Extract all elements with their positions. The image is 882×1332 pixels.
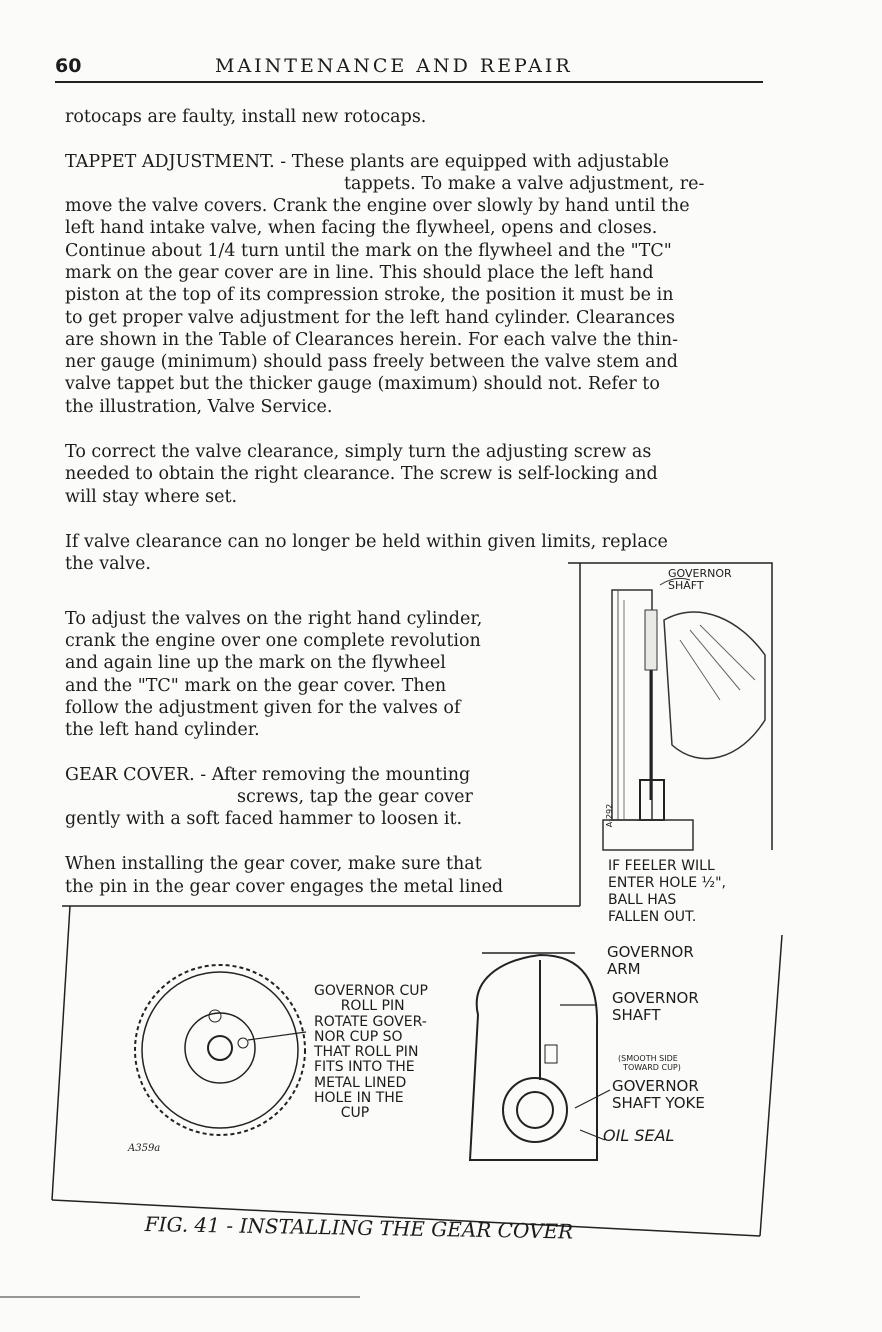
correct-line: will stay where set. (65, 487, 238, 507)
right-cyl-line: To adjust the valves on the right hand cylinder, (65, 609, 483, 629)
label-shaft-yoke: GOVERNOR SHAFT YOKE (612, 1077, 705, 1112)
figure-caption: FIG. 41 - INSTALLING THE GEAR COVER (144, 1212, 574, 1244)
tappet-line: tappets. To make a valve adjustment, re- (344, 174, 705, 194)
gear-cover-line: screws, tap the gear cover (237, 787, 473, 807)
tappet-line: are shown in the Table of Clearances herein. For each valve the thin- (65, 330, 679, 350)
tappet-line: mark on the gear cover are in line. This should place the left hand (65, 263, 654, 283)
gear-cover-illustration (470, 953, 610, 1160)
label-governor-cup: GOVERNOR CUP ROLL PIN ROTATE GOVER- NOR CUP SO THAT ROLL PIN FITS INTO THE METAL LINED HOLE IN THE CUP (314, 983, 428, 1122)
install-line: When installing the gear cover, make sure that (65, 854, 482, 874)
correct-line: needed to obtain the right clearance. The screw is self-locking and (65, 464, 658, 484)
figure-code: A359a (128, 1143, 161, 1154)
tappet-line: move the valve covers. Crank the engine over slowly by hand until the (65, 196, 690, 216)
label-governor-shaft-inset: GOVERNOR SHAFT (668, 567, 732, 592)
limits-line: the valve. (65, 554, 151, 574)
right-cyl-line: and the "TC" mark on the gear cover. Then (65, 676, 447, 696)
tappet-line: TAPPET ADJUSTMENT. - These plants are equipped with adjustable (65, 152, 670, 172)
tappet-line: to get proper valve adjustment for the left hand cylinder. Clearances (65, 308, 675, 328)
gear-cover-line: gently with a soft faced hammer to loosen it. (65, 809, 463, 829)
tappet-line: left hand intake valve, when facing the flywheel, opens and closes. (65, 218, 658, 238)
tappet-line: Continue about 1/4 turn until the mark on the flywheel and the "TC" (65, 241, 672, 261)
tappet-line: valve tappet but the thicker gauge (maximum) should not. Refer to (65, 374, 660, 394)
feeler-gauge-illustration (603, 578, 765, 850)
paragraph-rotocaps: rotocaps are faulty, install new rotocaps. (65, 107, 427, 127)
gear-illustration (135, 965, 306, 1135)
running-title: MAINTENANCE AND REPAIR (215, 55, 573, 77)
correct-line: To correct the valve clearance, simply turn the adjusting screw as (65, 442, 652, 462)
limits-line: If valve clearance can no longer be held within given limits, replace (65, 532, 668, 552)
right-cyl-line: and again line up the mark on the flywheel (65, 653, 446, 673)
install-line: the pin in the gear cover engages the metal lined (65, 877, 504, 897)
tappet-line: piston at the top of its compression stroke, the position it must be in (65, 285, 674, 305)
gear-cover-line: GEAR COVER. - After removing the mounting (65, 765, 471, 785)
right-cyl-line: follow the adjustment given for the valves of (65, 698, 461, 718)
label-governor-arm: GOVERNOR ARM (607, 943, 694, 978)
right-cyl-line: crank the engine over one complete revolution (65, 631, 481, 651)
inset-caption: IF FEELER WILL ENTER HOLE ½", BALL HAS FALLEN OUT. (608, 858, 726, 925)
right-cyl-line: the left hand cylinder. (65, 720, 260, 740)
label-oil-seal: OIL SEAL (603, 1126, 675, 1145)
page-number: 60 (55, 55, 82, 77)
label-smooth-side: (SMOOTH SIDE TOWARD CUP) (618, 1054, 681, 1072)
inset-code: A-292 (605, 803, 615, 828)
tappet-line: the illustration, Valve Service. (65, 397, 333, 417)
tappet-line: ner gauge (minimum) should pass freely between the valve stem and (65, 352, 678, 372)
label-governor-shaft: GOVERNOR SHAFT (612, 989, 699, 1024)
